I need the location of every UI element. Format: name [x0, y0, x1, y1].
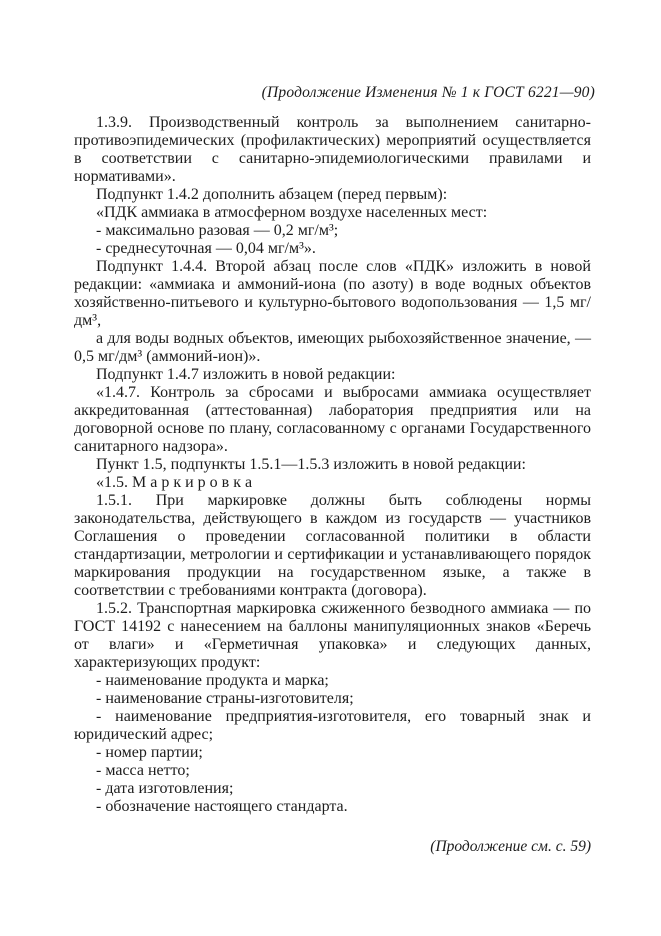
document-paragraph: «1.4.7. Контроль за сбросами и выбросами аммиака осуществляет аккредитованная (аттестованная) лаборатория предприятия или на договорной основе по плану, согласованному с органами Государственного санитарного надзора».: [74, 384, 591, 455]
document-paragraph: Подпункт 1.4.2 дополнить абзацем (перед первым):: [96, 186, 448, 203]
page-header-note: (Продолжение Изменения № 1 к ГОСТ 6221—90): [261, 84, 595, 101]
document-paragraph: а для воды водных объектов, имеющих рыбохозяйственное значение, — 0,5 мг/дм³ (аммоний-ион)».: [74, 330, 591, 365]
document-paragraph: Подпункт 1.4.7 изложить в новой редакции:: [96, 366, 396, 383]
document-list-item: - наименование продукта и марка;: [96, 672, 329, 689]
document-list-item: - наименование страны-изготовителя;: [96, 690, 354, 707]
document-list-item: - масса нетто;: [96, 762, 190, 779]
page-footer-note: (Продолжение см. с. 59): [430, 838, 591, 855]
document-list-item: - дата изготовления;: [96, 780, 234, 797]
document-paragraph: 1.5.2. Транспортная маркировка сжиженного безводного аммиака — по ГОСТ 14192 с нанесением на баллоны манипуляционных знаков «Беречь от влаги» и «Герметичная упаковка» и следующих данных, характеризующих продукт:: [74, 600, 591, 671]
document-paragraph: Пункт 1.5, подпункты 1.5.1—1.5.3 изложить в новой редакции:: [96, 456, 526, 473]
document-heading-markirovka: «1.5. М а р к и р о в к а: [96, 474, 253, 491]
document-list-item: - наименование предприятия-изготовителя, его товарный знак и юридический адрес;: [74, 708, 591, 743]
document-list-item: - номер партии;: [96, 744, 203, 761]
document-paragraph: 1.5.1. При маркировке должны быть соблюдены нормы законодательства, действующего в каждом из государств — участников Соглашения о проведении согласованной политики в области стандартизации, метрологии и сертификации и устанавливающего порядок маркирования продукции на государственном языке, а также в соответствии с требованиями контракта (договора).: [74, 492, 591, 599]
document-paragraph: Подпункт 1.4.4. Второй абзац после слов «ПДК» изложить в новой редакции: «аммиака и аммоний-иона (по азоту) в воде водных объектов хозяйственно-питьевого и культурно-бытового водопользования — 1,5 мг/дм³,: [74, 258, 591, 329]
document-paragraph: - среднесуточная — 0,04 мг/м³».: [96, 240, 316, 257]
document-paragraph: - максимально разовая — 0,2 мг/м³;: [96, 222, 339, 239]
document-body: [74, 114, 591, 856]
document-paragraph: 1.3.9. Производственный контроль за выполнением санитарно-противоэпидемических (профилактических) мероприятий осуществляется в соответствии с санитарно-эпидемиологическими правилами и нормативами».: [74, 114, 591, 185]
document-list-item: - обозначение настоящего стандарта.: [96, 798, 348, 815]
document-paragraph: «ПДК аммиака в атмосферном воздухе населенных мест:: [96, 204, 488, 221]
